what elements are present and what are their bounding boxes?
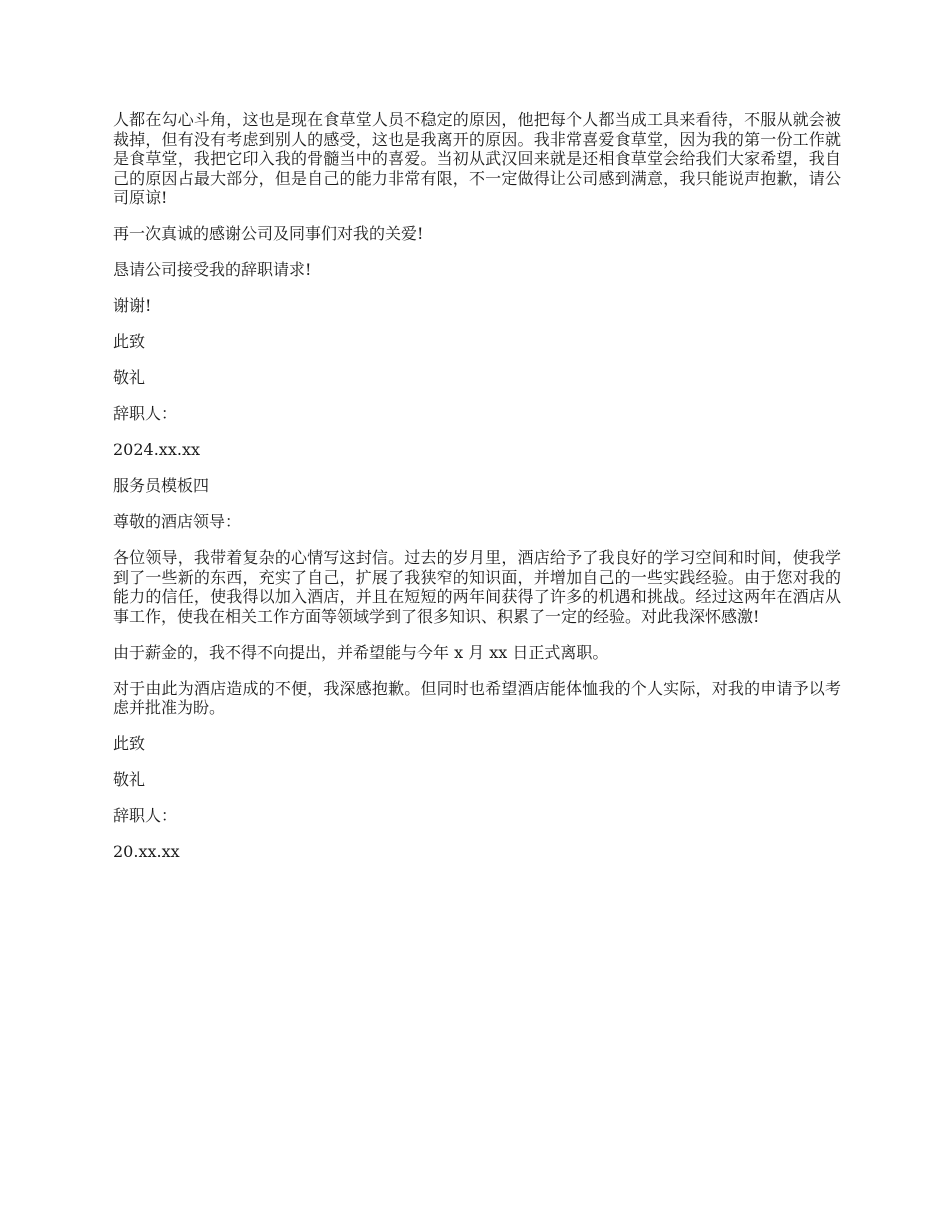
paragraph-resignation-date: 由于薪金的，我不得不向提出，并希望能与今年 x 月 xx 日正式离职。 [113, 642, 609, 662]
paragraph-apology: 对于由此为酒店造成的不便，我深感抱歉。但同时也希望酒店能体恤我的个人实际，对我的申请予以考虑并批准为盼。 [113, 678, 841, 717]
letter-greeting: 尊敬的酒店领导： [113, 512, 242, 531]
paragraph-gratitude: 各位领导，我带着复杂的心情写这封信。过去的岁月里，酒店给予了我良好的学习空间和时间，使我学到了一些新的东西，充实了自己，扩展了我狭窄的知识面，并增加自己的一些实践经验。由于您对我的能力的信任，使我得以加入酒店，并且在短短的两年间获得了许多的机遇和挑战。经过这两年在酒店从事工作，使我在相关工作方面等领域学到了很多知识、积累了一定的经验。对此我深怀感激! [113, 548, 841, 626]
closing-regards-2: 敬礼 [113, 770, 146, 789]
section-heading: 服务员模板四 [113, 476, 210, 495]
signature-label-2: 辞职人： [113, 806, 178, 825]
paragraph-thank-you: 谢谢! [113, 296, 152, 315]
closing-salutation-2: 此致 [113, 734, 146, 753]
paragraph-reasons: 人都在勾心斗角，这也是现在食草堂人员不稳定的原因，他把每个人都当成工具来看待，不服从就会被裁掉，但有没有考虑到别人的感受，这也是我离开的原因。我非常喜爱食草堂，因为我的第一份工作就是食草堂，我把它印入我的骨髓当中的喜爱。当初从武汉回来就是还相食草堂会给我们大家希望，我自己的原因占最大部分，但是自己的能力非常有限，不一定做得让公司感到满意，我只能说声抱歉，请公司原谅! [113, 110, 841, 207]
closing-regards: 敬礼 [113, 368, 146, 387]
paragraph-request: 恳请公司接受我的辞职请求! [113, 260, 312, 279]
paragraph-thanks: 再一次真诚的感谢公司及同事们对我的关爱! [113, 224, 424, 243]
signature-date-2: 20.xx.xx [113, 842, 180, 861]
closing-salutation: 此致 [113, 332, 146, 351]
signature-date: 2024.xx.xx [113, 440, 200, 459]
signature-label: 辞职人： [113, 404, 178, 423]
document-page [113, 110, 841, 878]
